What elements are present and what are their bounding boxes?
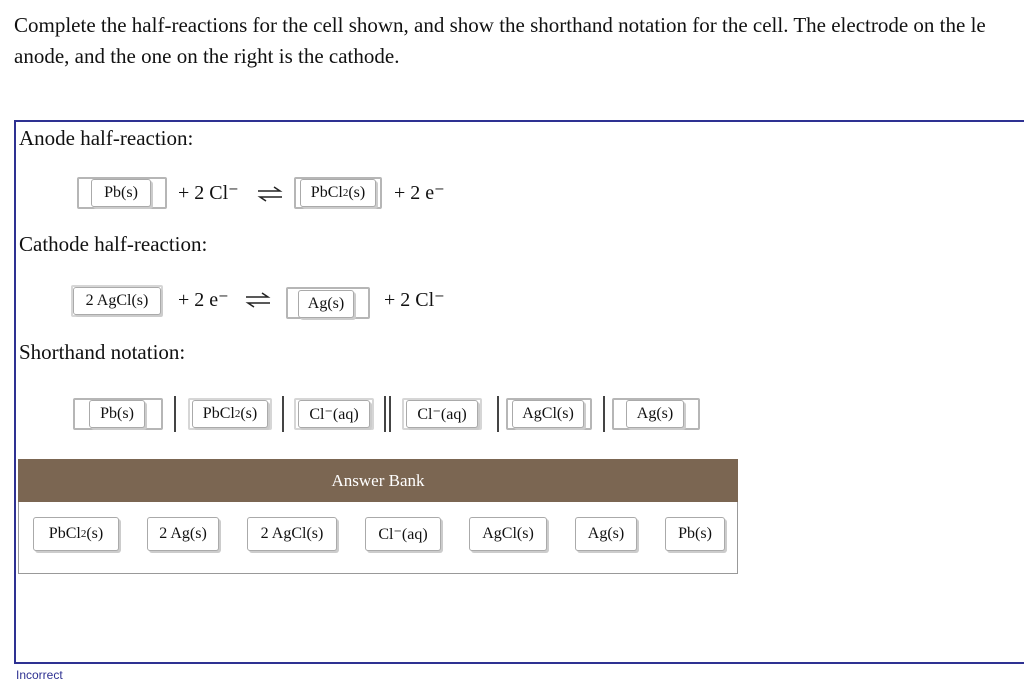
bank-chip-pbcl2-main: PbCl bbox=[48, 525, 81, 542]
bank-chip-pbcl2-tail: (s) bbox=[86, 525, 104, 542]
shorthand-label: Shorthand notation: bbox=[19, 340, 186, 364]
anode-slot-1[interactable] bbox=[77, 177, 167, 209]
shorthand-chip-cl-cathode[interactable]: Cl⁻(aq) bbox=[406, 400, 478, 428]
anode-chip-pbcl2-main: PbCl bbox=[310, 184, 343, 201]
equilibrium-arrow-icon bbox=[244, 292, 272, 308]
bank-chip-agcl[interactable]: AgCl(s) bbox=[469, 517, 547, 551]
shorthand-chip-pbcl2-sub: 2 bbox=[234, 408, 241, 420]
anode-chip-pb[interactable]: Pb(s) bbox=[91, 179, 151, 207]
cathode-chip-ag[interactable]: Ag(s) bbox=[298, 290, 354, 318]
bank-chip-2ag[interactable]: 2 Ag(s) bbox=[147, 517, 219, 551]
answer-bank bbox=[18, 502, 738, 574]
shorthand-chip-agcl[interactable]: AgCl(s) bbox=[512, 400, 584, 428]
anode-chip-pbcl2-tail: (s) bbox=[348, 184, 366, 201]
cathode-label: Cathode half-reaction: bbox=[19, 232, 208, 256]
shorthand-chip-pb[interactable]: Pb(s) bbox=[89, 400, 145, 428]
anode-chloride-term: + 2 Cl⁻ bbox=[178, 182, 239, 204]
anode-slot-2[interactable] bbox=[294, 177, 382, 209]
cathode-chloride-term: + 2 Cl⁻ bbox=[384, 289, 445, 311]
shorthand-chip-pbcl2-tail: (s) bbox=[240, 405, 258, 422]
cathode-slot-1[interactable] bbox=[71, 285, 163, 317]
question-line-1: Complete the half-reactions for the cell shown, and show the shorthand notation for the cell. The electrode on the le bbox=[14, 13, 986, 37]
bank-chip-pbcl2-sub: 2 bbox=[80, 528, 87, 540]
anode-electron-term: + 2 e⁻ bbox=[394, 182, 445, 204]
shorthand-chip-ag[interactable]: Ag(s) bbox=[626, 400, 684, 428]
question-line-2: anode, and the one on the right is the cathode. bbox=[14, 44, 400, 68]
bank-chip-ag[interactable]: Ag(s) bbox=[575, 517, 637, 551]
phase-boundary-3 bbox=[497, 396, 499, 432]
shorthand-slot-1[interactable] bbox=[73, 398, 163, 430]
phase-boundary-4 bbox=[603, 396, 605, 432]
salt-bridge bbox=[384, 396, 391, 432]
phase-boundary-1 bbox=[174, 396, 176, 432]
question-text bbox=[14, 10, 1024, 72]
anode-label: Anode half-reaction: bbox=[19, 126, 194, 150]
shorthand-chip-pbcl2[interactable] bbox=[192, 400, 268, 428]
anode-chip-pbcl2[interactable] bbox=[300, 179, 376, 207]
shorthand-chip-pbcl2-main: PbCl bbox=[202, 405, 235, 422]
shorthand-slot-2[interactable] bbox=[188, 398, 272, 430]
bank-chip-2agcl[interactable]: 2 AgCl(s) bbox=[247, 517, 337, 551]
shorthand-slot-6[interactable] bbox=[612, 398, 700, 430]
answer-bank-header: Answer Bank bbox=[18, 459, 738, 502]
anode-chip-pbcl2-sub: 2 bbox=[342, 187, 349, 199]
status-indicator: Incorrect bbox=[16, 668, 63, 682]
shorthand-slot-3[interactable] bbox=[294, 398, 374, 430]
cathode-electron-term: + 2 e⁻ bbox=[178, 289, 229, 311]
shorthand-slot-4[interactable] bbox=[402, 398, 482, 430]
cathode-chip-2agcl[interactable]: 2 AgCl(s) bbox=[73, 287, 161, 315]
equilibrium-arrow-icon bbox=[256, 186, 284, 202]
phase-boundary-2 bbox=[282, 396, 284, 432]
answer-panel bbox=[14, 120, 1024, 664]
bank-chip-cl[interactable]: Cl⁻(aq) bbox=[365, 517, 441, 551]
bank-chip-pbcl2[interactable] bbox=[33, 517, 119, 551]
shorthand-slot-5[interactable] bbox=[506, 398, 592, 430]
cathode-slot-2[interactable] bbox=[286, 287, 370, 319]
bank-chip-pb[interactable]: Pb(s) bbox=[665, 517, 725, 551]
shorthand-chip-cl-anode[interactable]: Cl⁻(aq) bbox=[298, 400, 370, 428]
